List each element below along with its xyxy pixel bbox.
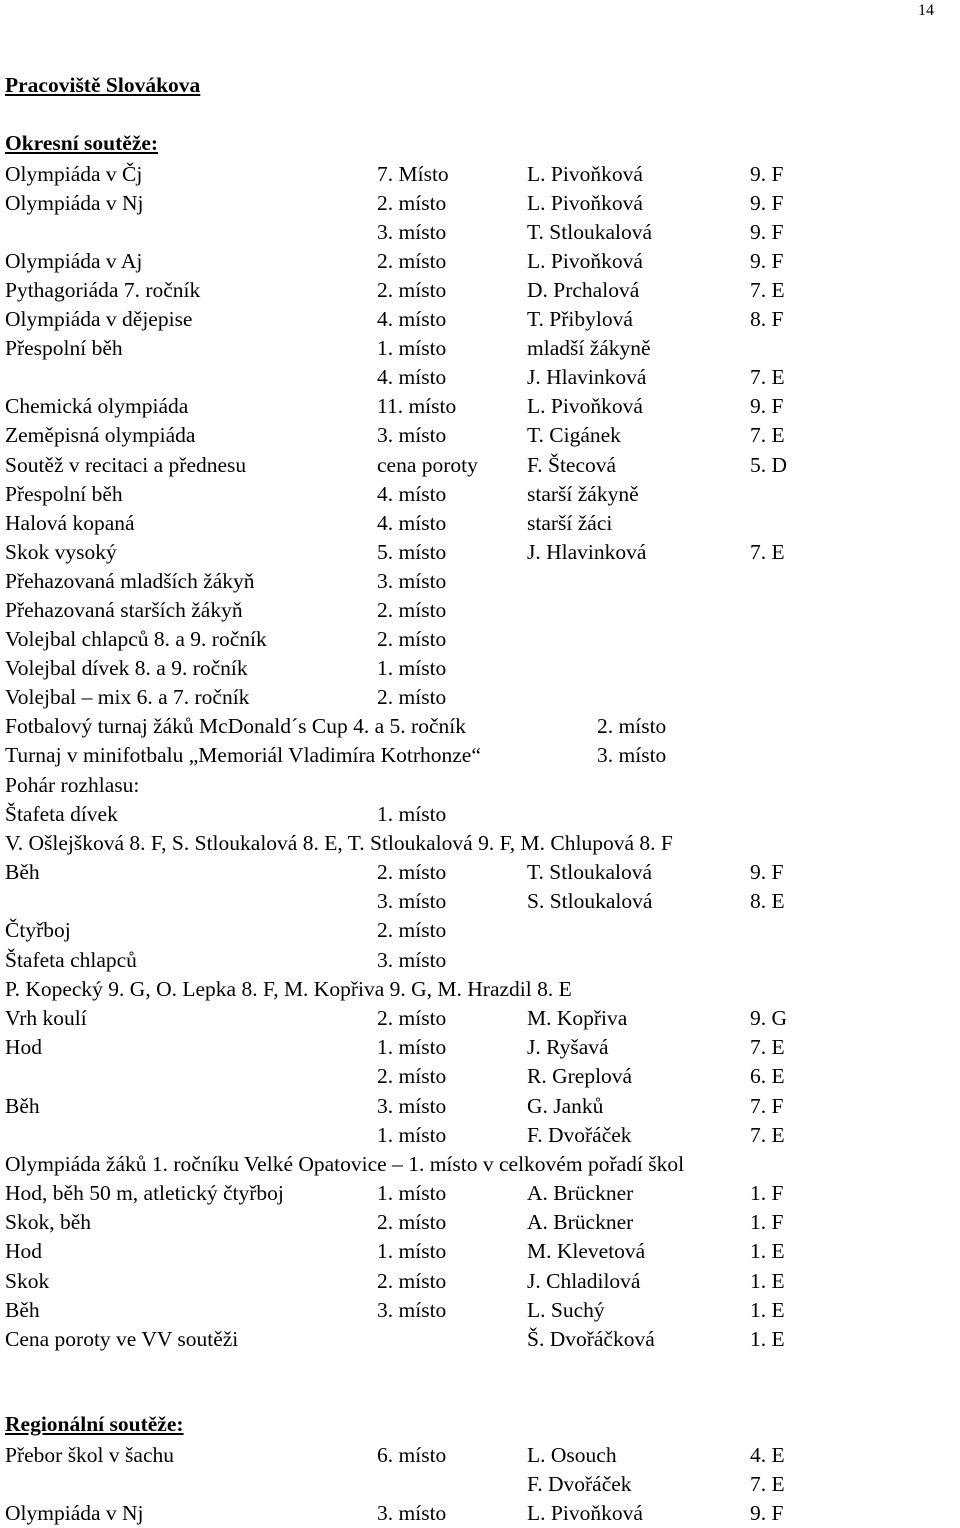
row-name: T. Stloukalová [527,220,653,245]
row-discipline: Cena poroty ve VV soutěži [5,1327,239,1351]
row-discipline: Zeměpisná olympiáda [5,423,196,448]
row-discipline: Přespolní běh [5,481,123,506]
row-discipline: Přehazovaná mladších žákyň [5,568,255,593]
row-name: T. Cigánek [527,423,621,448]
row-discipline: Halová kopaná [5,510,135,535]
row-place: 3. místo [377,568,447,593]
row-discipline: Volejbal dívek 8. a 9. ročník [5,655,248,680]
row-class: 1. E [750,1268,785,1293]
row-place: 1. místo [377,1122,447,1147]
row-name: T. Přibylová [527,307,633,332]
row-name: L. Pivoňková [527,249,643,274]
row-discipline: Hod, běh 50 m, atletický čtyřboj [5,1181,284,1205]
row-discipline: Olympiáda v dějepise [5,307,193,332]
row-discipline: Vrh koulí [5,1006,87,1030]
row-place: 4. místo [377,481,447,506]
row-class: 7. E [750,539,785,564]
row-class: 4. E [750,1443,785,1467]
row-class: 8. E [750,889,785,914]
row-place: 4. místo [377,365,447,390]
row-class: 7. F [750,1093,784,1118]
row-class: 1. F [750,1210,784,1235]
row-place: 1. místo [377,336,447,361]
row-place: 2. místo [377,597,447,622]
row-place: 3. místo [377,1501,447,1526]
row-discipline: Běh [5,860,40,884]
row-discipline: Přebor škol v šachu [5,1443,174,1467]
row-discipline: Olympiáda v Nj [5,191,144,216]
row-place: 1. místo [377,802,447,826]
row-name: L. Osouch [527,1443,617,1467]
row-name: F. Dvořáček [527,1122,632,1147]
row-name: starší žákyně [527,481,639,506]
row-class: 7. E [750,1122,785,1147]
row-class: 9. F [750,162,784,186]
row-class: 9. F [750,394,784,419]
page-title: Pracoviště Slovákova [5,73,201,97]
row-place: 1. místo [377,1181,447,1205]
row-class: 7. E [750,1035,785,1060]
row-place: 3. místo [377,889,447,914]
row-discipline: Skok [5,1268,50,1293]
row-discipline: Skok, běh [5,1210,91,1235]
row-name: L. Pivoňková [527,162,643,186]
row-name: G. Janků [527,1093,604,1118]
row-place: 4. místo [377,307,447,332]
row-place: 6. místo [377,1443,447,1467]
row-name: mladší žákyně [527,336,651,361]
row-place: 3. místo [377,947,447,972]
row-place: 2. místo [377,860,447,884]
row-class: 9. G [750,1006,788,1030]
row-place: 4. místo [377,510,447,535]
row-name: R. Greplová [527,1064,633,1089]
row-class: 9. F [750,860,784,884]
row-class: 1. E [750,1239,785,1264]
chlapci-members: P. Kopecký 9. G, O. Lepka 8. F, M. Kopřiva 9. G, M. Hrazdil 8. E [5,977,572,1001]
row-discipline: Chemická olympiáda [5,394,189,419]
row-name: starší žáci [527,510,613,535]
okresni-heading: Okresní soutěže: [5,131,159,155]
row-name: T. Stloukalová [527,860,653,884]
row-class: 9. F [750,1501,784,1526]
row-name: A. Brückner [527,1181,634,1205]
row-discipline: Hod [5,1239,43,1264]
row-place: 1. místo [377,1239,447,1264]
row-class: 7. E [750,365,785,390]
row-place: 1. místo [377,1035,447,1060]
row-discipline: Skok vysoký [5,539,117,564]
row-discipline: Hod [5,1035,43,1060]
olympiada-first-grade: Olympiáda žáků 1. ročníku Velké Opatovice – 1. místo v celkovém pořadí škol [5,1152,685,1176]
row-place: 2. místo [377,191,447,216]
row-place: cena poroty [377,452,478,477]
row-place: 2. místo [377,1210,447,1235]
row-name: L. Suchý [527,1297,605,1322]
row-discipline: Běh [5,1093,40,1118]
fotbal-place: 2. místo [597,714,667,738]
row-place: 2. místo [377,1064,447,1089]
row-discipline: Soutěž v recitaci a přednesu [5,452,247,477]
row-class: 1. E [750,1297,785,1322]
row-class: 5. D [750,452,788,477]
row-class: 7. E [750,423,785,448]
row-place: 1. místo [377,655,447,680]
row-name: J. Hlavinková [527,365,647,390]
row-class: 1. E [750,1327,785,1351]
row-discipline: Přehazovaná starších žákyň [5,597,243,622]
row-name: L. Pivoňková [527,1501,643,1526]
regionalni-heading: Regionální soutěže: [5,1412,184,1436]
row-discipline: Volejbal chlapců 8. a 9. ročník [5,626,267,651]
row-name: S. Stloukalová [527,889,653,914]
row-place: 3. místo [377,1297,447,1322]
row-discipline: Olympiáda v Aj [5,249,143,274]
row-discipline: Štafeta dívek [5,802,118,826]
row-class: 9. F [750,220,784,245]
row-name: J. Hlavinková [527,539,647,564]
row-name: M. Klevetová [527,1239,646,1264]
row-place: 3. místo [377,1093,447,1118]
row-discipline: Běh [5,1297,40,1322]
row-name: D. Prchalová [527,278,640,303]
row-name: J. Chladilová [527,1268,641,1293]
row-name: J. Ryšavá [527,1035,609,1060]
row-place: 3. místo [377,220,447,245]
pohar-heading: Pohár rozhlasu: [5,773,140,797]
row-place: 2. místo [377,278,447,303]
row-name: M. Kopřiva [527,1006,628,1030]
fotbal-label: Fotbalový turnaj žáků McDonald´s Cup 4. a 5. ročník [5,714,466,738]
row-class: 7. E [750,1472,785,1497]
row-place: 3. místo [377,423,447,448]
row-name: A. Brückner [527,1210,634,1235]
row-place: 2. místo [377,684,447,709]
minifotbal-label: Turnaj v minifotbalu „Memoriál Vladimíra Kotrhonze“ [5,743,481,767]
row-place: 11. místo [377,394,457,419]
row-place: 2. místo [377,1006,447,1030]
row-discipline: Přespolní běh [5,336,123,361]
row-class: 9. F [750,191,784,216]
row-name: Š. Dvořáčková [527,1327,655,1351]
divky-members: V. Ošlejšková 8. F, S. Stloukalová 8. E, T. Stloukalová 9. F, M. Chlupová 8. F [5,831,673,855]
row-discipline: Olympiáda v Nj [5,1501,144,1526]
row-place: 2. místo [377,249,447,274]
row-class: 9. F [750,249,784,274]
row-name: F. Dvořáček [527,1472,632,1497]
row-discipline: Čtyřboj [5,918,71,943]
row-place: 2. místo [377,1268,447,1293]
row-discipline: Volejbal – mix 6. a 7. ročník [5,684,250,709]
row-place: 7. Místo [377,162,449,186]
row-class: 8. F [750,307,784,332]
row-name: L. Pivoňková [527,394,643,419]
row-place: 5. místo [377,539,447,564]
row-discipline: Štafeta chlapců [5,947,137,972]
row-place: 2. místo [377,626,447,651]
row-discipline: Olympiáda v Čj [5,162,143,186]
page-number: 14 [918,2,934,19]
minifotbal-place: 3. místo [597,743,667,767]
row-name: F. Štecová [527,452,617,477]
row-class: 6. E [750,1064,785,1089]
row-class: 1. F [750,1181,784,1205]
row-class: 7. E [750,278,785,303]
row-name: L. Pivoňková [527,191,643,216]
row-place: 2. místo [377,918,447,943]
row-discipline: Pythagoriáda 7. ročník [5,278,201,303]
